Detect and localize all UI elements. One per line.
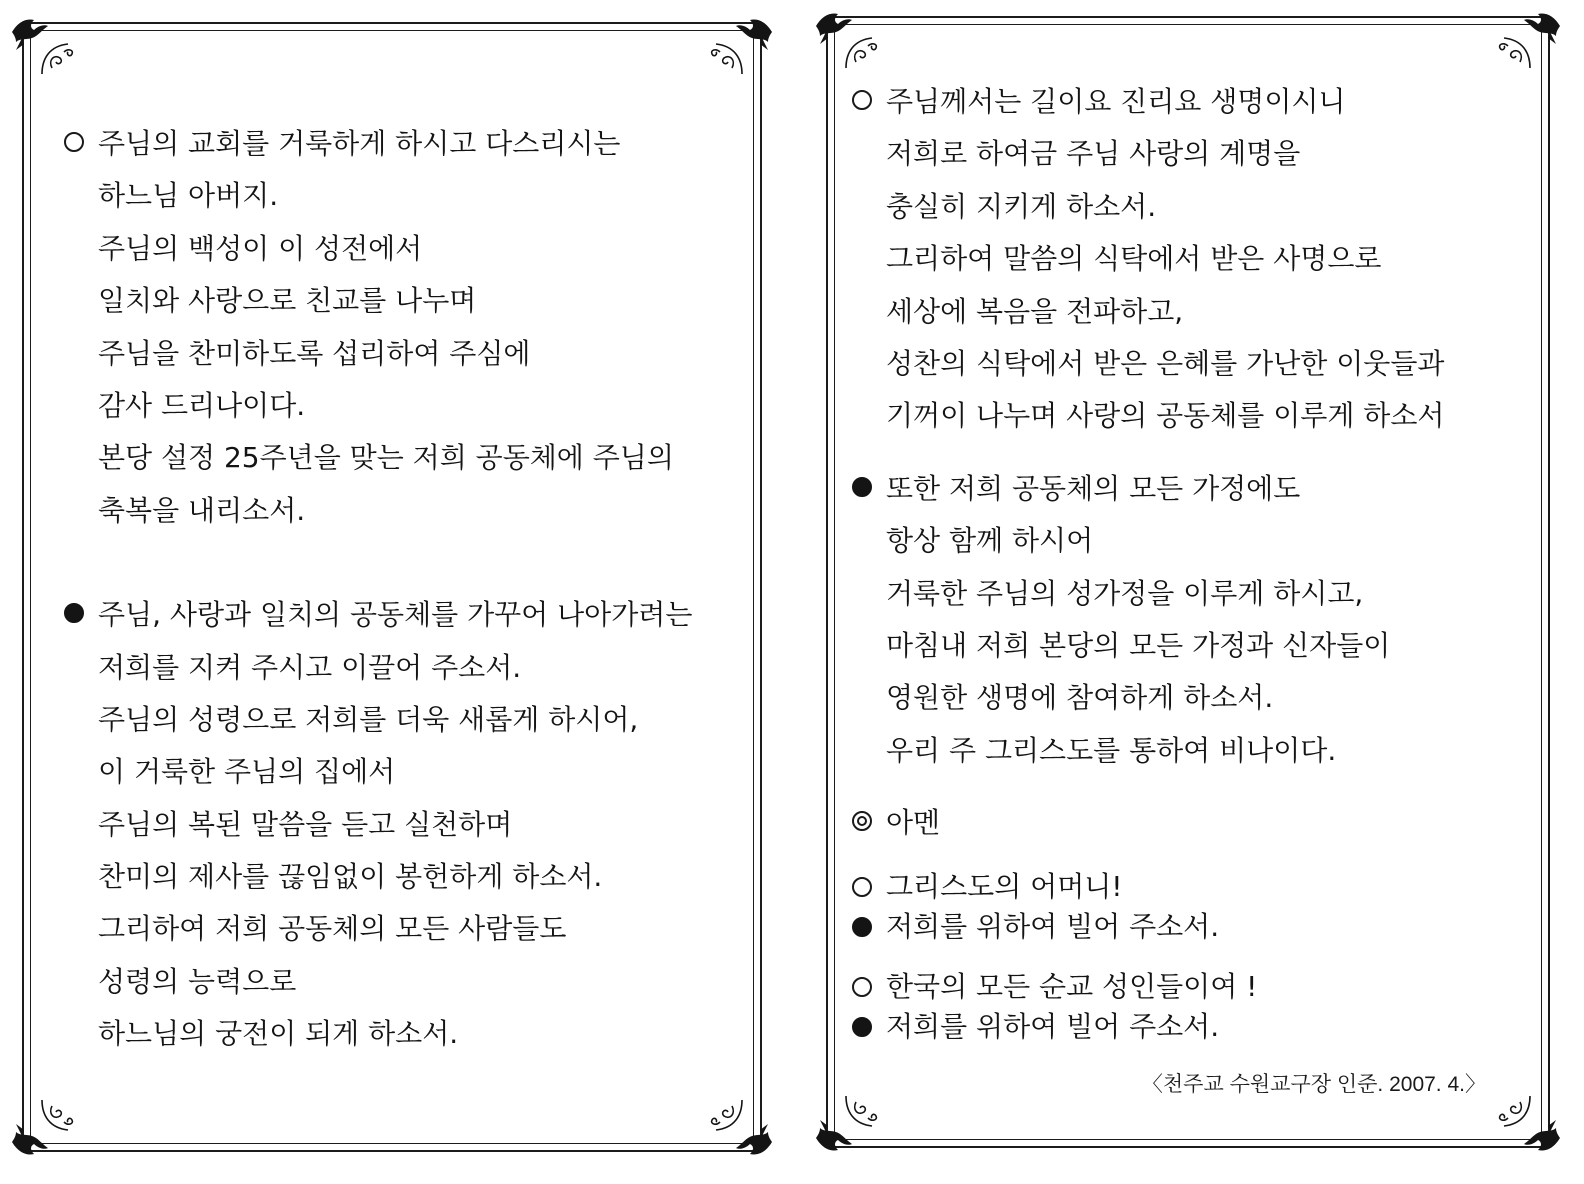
line-text: 주님의 성령으로 저희를 더욱 새롭게 하시어, bbox=[98, 702, 639, 736]
line-text: 주님께서는 길이요 진리요 생명이시니 bbox=[886, 85, 1346, 118]
line-text: 저희를 위하여 빌어 주소서. bbox=[886, 910, 1220, 944]
prayer-line bbox=[64, 380, 754, 432]
response-pair bbox=[852, 967, 1532, 1047]
response-pair bbox=[852, 867, 1532, 947]
stanza-priest bbox=[852, 76, 1532, 443]
line-text: 그리하여 말씀의 식탁에서 받은 사명으로 bbox=[886, 242, 1382, 276]
prayer-line bbox=[64, 432, 754, 484]
prayer-line bbox=[852, 967, 1532, 1007]
line-text: 항상 함께 하시어 bbox=[886, 524, 1094, 558]
prayer-line bbox=[852, 390, 1532, 442]
prayer-line bbox=[64, 1008, 754, 1060]
line-text: 영원한 생명에 참여하게 하소서. bbox=[886, 681, 1274, 715]
prayer-line bbox=[64, 746, 754, 798]
prayer-line bbox=[852, 515, 1532, 567]
line-text: 찬미의 제사를 끊임없이 봉헌하게 하소서. bbox=[98, 860, 603, 894]
line-text: 세상에 복음을 전파하고, bbox=[886, 294, 1184, 328]
line-text: 충실히 지키게 하소서. bbox=[886, 189, 1157, 223]
stanza-priest bbox=[64, 118, 754, 537]
flourish-icon bbox=[706, 1096, 746, 1136]
prayer-line bbox=[64, 328, 754, 380]
filled-circle-marker bbox=[852, 1017, 872, 1037]
flourish-icon bbox=[706, 38, 746, 78]
prayer-line bbox=[64, 851, 754, 903]
stanza-amen bbox=[852, 797, 1532, 849]
open-circle-marker bbox=[852, 877, 872, 897]
prayer-line bbox=[852, 463, 1532, 515]
line-text: 마침내 저희 본당의 모든 가정과 신자들이 bbox=[886, 628, 1391, 662]
line-text: 감사 드리나이다. bbox=[98, 388, 306, 422]
line-text: 저희로 하여금 주님 사랑의 계명을 bbox=[886, 137, 1301, 171]
prayer-line bbox=[852, 568, 1532, 620]
prayer-text-left bbox=[64, 118, 754, 1061]
prayer-line bbox=[852, 620, 1532, 672]
prayer-line bbox=[852, 286, 1532, 338]
prayer-line bbox=[852, 907, 1532, 947]
filled-circle-marker bbox=[852, 477, 872, 497]
line-text: 하느님의 궁전이 되게 하소서. bbox=[98, 1017, 459, 1051]
line-text: 아멘 bbox=[886, 806, 941, 840]
flourish-icon bbox=[1494, 32, 1534, 72]
line-text: 주님, 사랑과 일치의 공동체를 가꾸어 나아가려는 bbox=[98, 598, 693, 632]
prayer-line bbox=[852, 76, 1532, 128]
prayer-line bbox=[852, 672, 1532, 724]
prayer-line bbox=[64, 799, 754, 851]
prayer-line bbox=[64, 485, 754, 537]
line-text: 하느님 아버지. bbox=[98, 179, 279, 213]
line-text: 주님의 백성이 이 성전에서 bbox=[98, 231, 423, 265]
flourish-icon bbox=[842, 32, 882, 72]
stanza-people bbox=[852, 463, 1532, 777]
open-circle-marker bbox=[64, 132, 84, 152]
prayer-line bbox=[852, 867, 1532, 907]
prayer-line bbox=[852, 338, 1532, 390]
prayer-line bbox=[64, 589, 754, 641]
open-circle-marker bbox=[852, 90, 872, 110]
prayer-text-right bbox=[852, 76, 1532, 1047]
prayer-line bbox=[64, 642, 754, 694]
prayer-line bbox=[64, 275, 754, 327]
filled-circle-marker bbox=[852, 917, 872, 937]
prayer-line bbox=[64, 694, 754, 746]
line-text: 거룩한 주님의 성가정을 이루게 하시고, bbox=[886, 576, 1364, 610]
prayer-card-left bbox=[8, 8, 776, 1166]
line-text: 한국의 모든 순교 성인들이여 ! bbox=[886, 970, 1258, 1004]
prayer-line bbox=[852, 797, 1532, 849]
line-text: 그리하여 저희 공동체의 모든 사람들도 bbox=[98, 912, 567, 946]
prayer-line bbox=[852, 725, 1532, 777]
open-circle-marker bbox=[852, 977, 872, 997]
prayer-line bbox=[852, 233, 1532, 285]
prayer-line bbox=[64, 903, 754, 955]
stanza-people bbox=[64, 589, 754, 1061]
prayer-line bbox=[64, 956, 754, 1008]
line-text: 일치와 사랑으로 친교를 나누며 bbox=[98, 284, 477, 318]
line-text: 주님을 찬미하도록 섭리하여 주심에 bbox=[98, 336, 531, 370]
prayer-line bbox=[64, 170, 754, 222]
flourish-icon bbox=[842, 1092, 882, 1132]
line-text: 본당 설정 25주년을 맞는 저희 공동체에 주님의 bbox=[98, 441, 674, 475]
line-text: 기꺼이 나누며 사랑의 공동체를 이루게 하소서 bbox=[886, 399, 1445, 433]
flourish-icon bbox=[38, 1096, 78, 1136]
prayer-line bbox=[64, 118, 754, 170]
prayer-line bbox=[852, 181, 1532, 233]
line-text: 성찬의 식탁에서 받은 은혜를 가난한 이웃들과 bbox=[886, 346, 1445, 380]
prayer-line bbox=[852, 1007, 1532, 1047]
prayer-line bbox=[852, 128, 1532, 180]
line-text: 또한 저희 공동체의 모든 가정에도 bbox=[886, 471, 1301, 505]
line-text: 주님의 복된 말씀을 듣고 실천하며 bbox=[98, 807, 513, 841]
prayer-line bbox=[64, 223, 754, 275]
flourish-icon bbox=[38, 38, 78, 78]
filled-circle-marker bbox=[64, 603, 84, 623]
double-circle-marker bbox=[852, 811, 872, 831]
line-text: 저희를 위하여 빌어 주소서. bbox=[886, 1010, 1220, 1044]
prayer-card-right bbox=[812, 2, 1564, 1162]
line-text: 저희를 지켜 주시고 이끌어 주소서. bbox=[98, 650, 522, 684]
flourish-icon bbox=[1494, 1092, 1534, 1132]
line-text: 축복을 내리소서. bbox=[98, 493, 306, 527]
approval-note: 〈천주교 수원교구장 인준. 2007. 4.〉 bbox=[1141, 1073, 1486, 1096]
line-text: 이 거룩한 주님의 집에서 bbox=[98, 755, 396, 789]
line-text: 주님의 교회를 거룩하게 하시고 다스리시는 bbox=[98, 127, 621, 160]
line-text: 성령의 능력으로 bbox=[98, 964, 297, 998]
line-text: 우리 주 그리스도를 통하여 비나이다. bbox=[886, 733, 1337, 767]
line-text: 그리스도의 어머니! bbox=[886, 870, 1123, 904]
